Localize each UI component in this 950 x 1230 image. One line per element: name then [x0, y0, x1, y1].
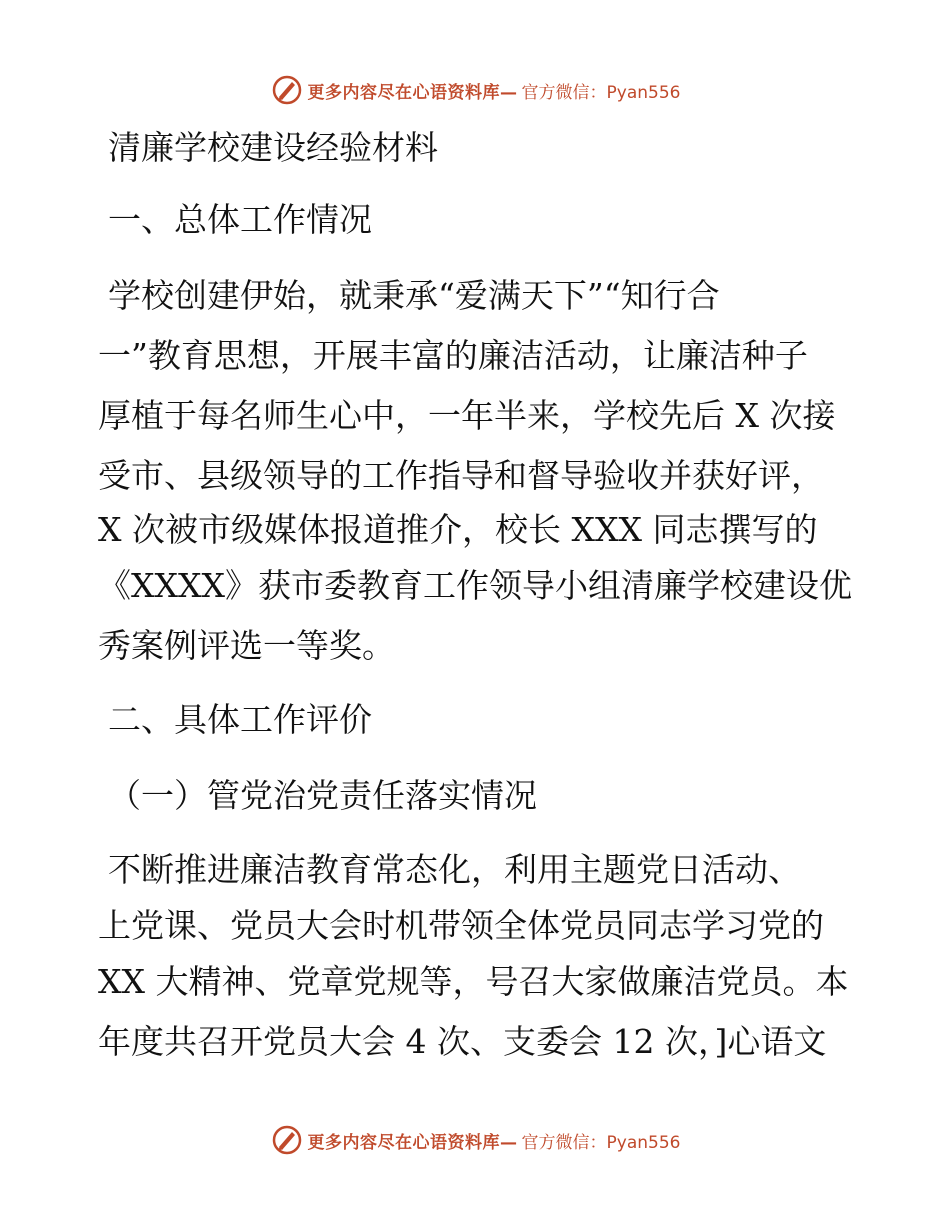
section2-heading: 二、具体工作评价: [108, 700, 372, 739]
section1-paragraph-line: 学校创建伊始，就秉承“爱满天下”“知行合: [108, 276, 720, 315]
watermark-site-text: 更多内容尽在心语资料库—: [307, 1132, 518, 1153]
watermark-contact-text: 官方微信：Pyan556: [521, 1132, 681, 1153]
section1-paragraph-line: 秀案例评选一等奖。: [98, 626, 395, 665]
footer-watermark: [0, 1122, 950, 1158]
document-title: 清廉学校建设经验材料: [108, 128, 438, 167]
subsection1-paragraph-line: 上党课、党员大会时机带领全体党员同志学习党的: [98, 906, 824, 945]
section1-paragraph-line: 受市、县级领导的工作指导和督导验收并获好评，: [98, 456, 824, 495]
pen-logo-icon: [270, 1123, 304, 1157]
watermark-contact-text: 官方微信：Pyan556: [521, 82, 681, 103]
subsection1-paragraph-line: XX 大精神、党章党规等，号召大家做廉洁党员。本: [98, 962, 849, 1001]
section1-paragraph-line: 厚植于每名师生心中，一年半来，学校先后 X 次接: [98, 396, 836, 435]
watermark-site-text: 更多内容尽在心语资料库—: [307, 82, 518, 103]
subsection1-heading: （一）管党治党责任落实情况: [108, 776, 537, 815]
subsection1-paragraph-line: 不断推进廉洁教育常态化，利用主题党日活动、: [108, 850, 801, 889]
section1-paragraph-line: 一”教育思想，开展丰富的廉洁活动，让廉洁种子: [98, 336, 808, 375]
subsection1-paragraph-line: 年度共召开党员大会 4 次、支委会 12 次，]心语文: [98, 1022, 827, 1061]
section1-heading: 一、总体工作情况: [108, 200, 372, 239]
section1-paragraph-line: X 次被市级媒体报道推介，校长 XXX 同志撰写的: [98, 510, 818, 549]
section1-paragraph-line: 《XXXX》获市委教育工作领导小组清廉学校建设优: [98, 566, 852, 605]
